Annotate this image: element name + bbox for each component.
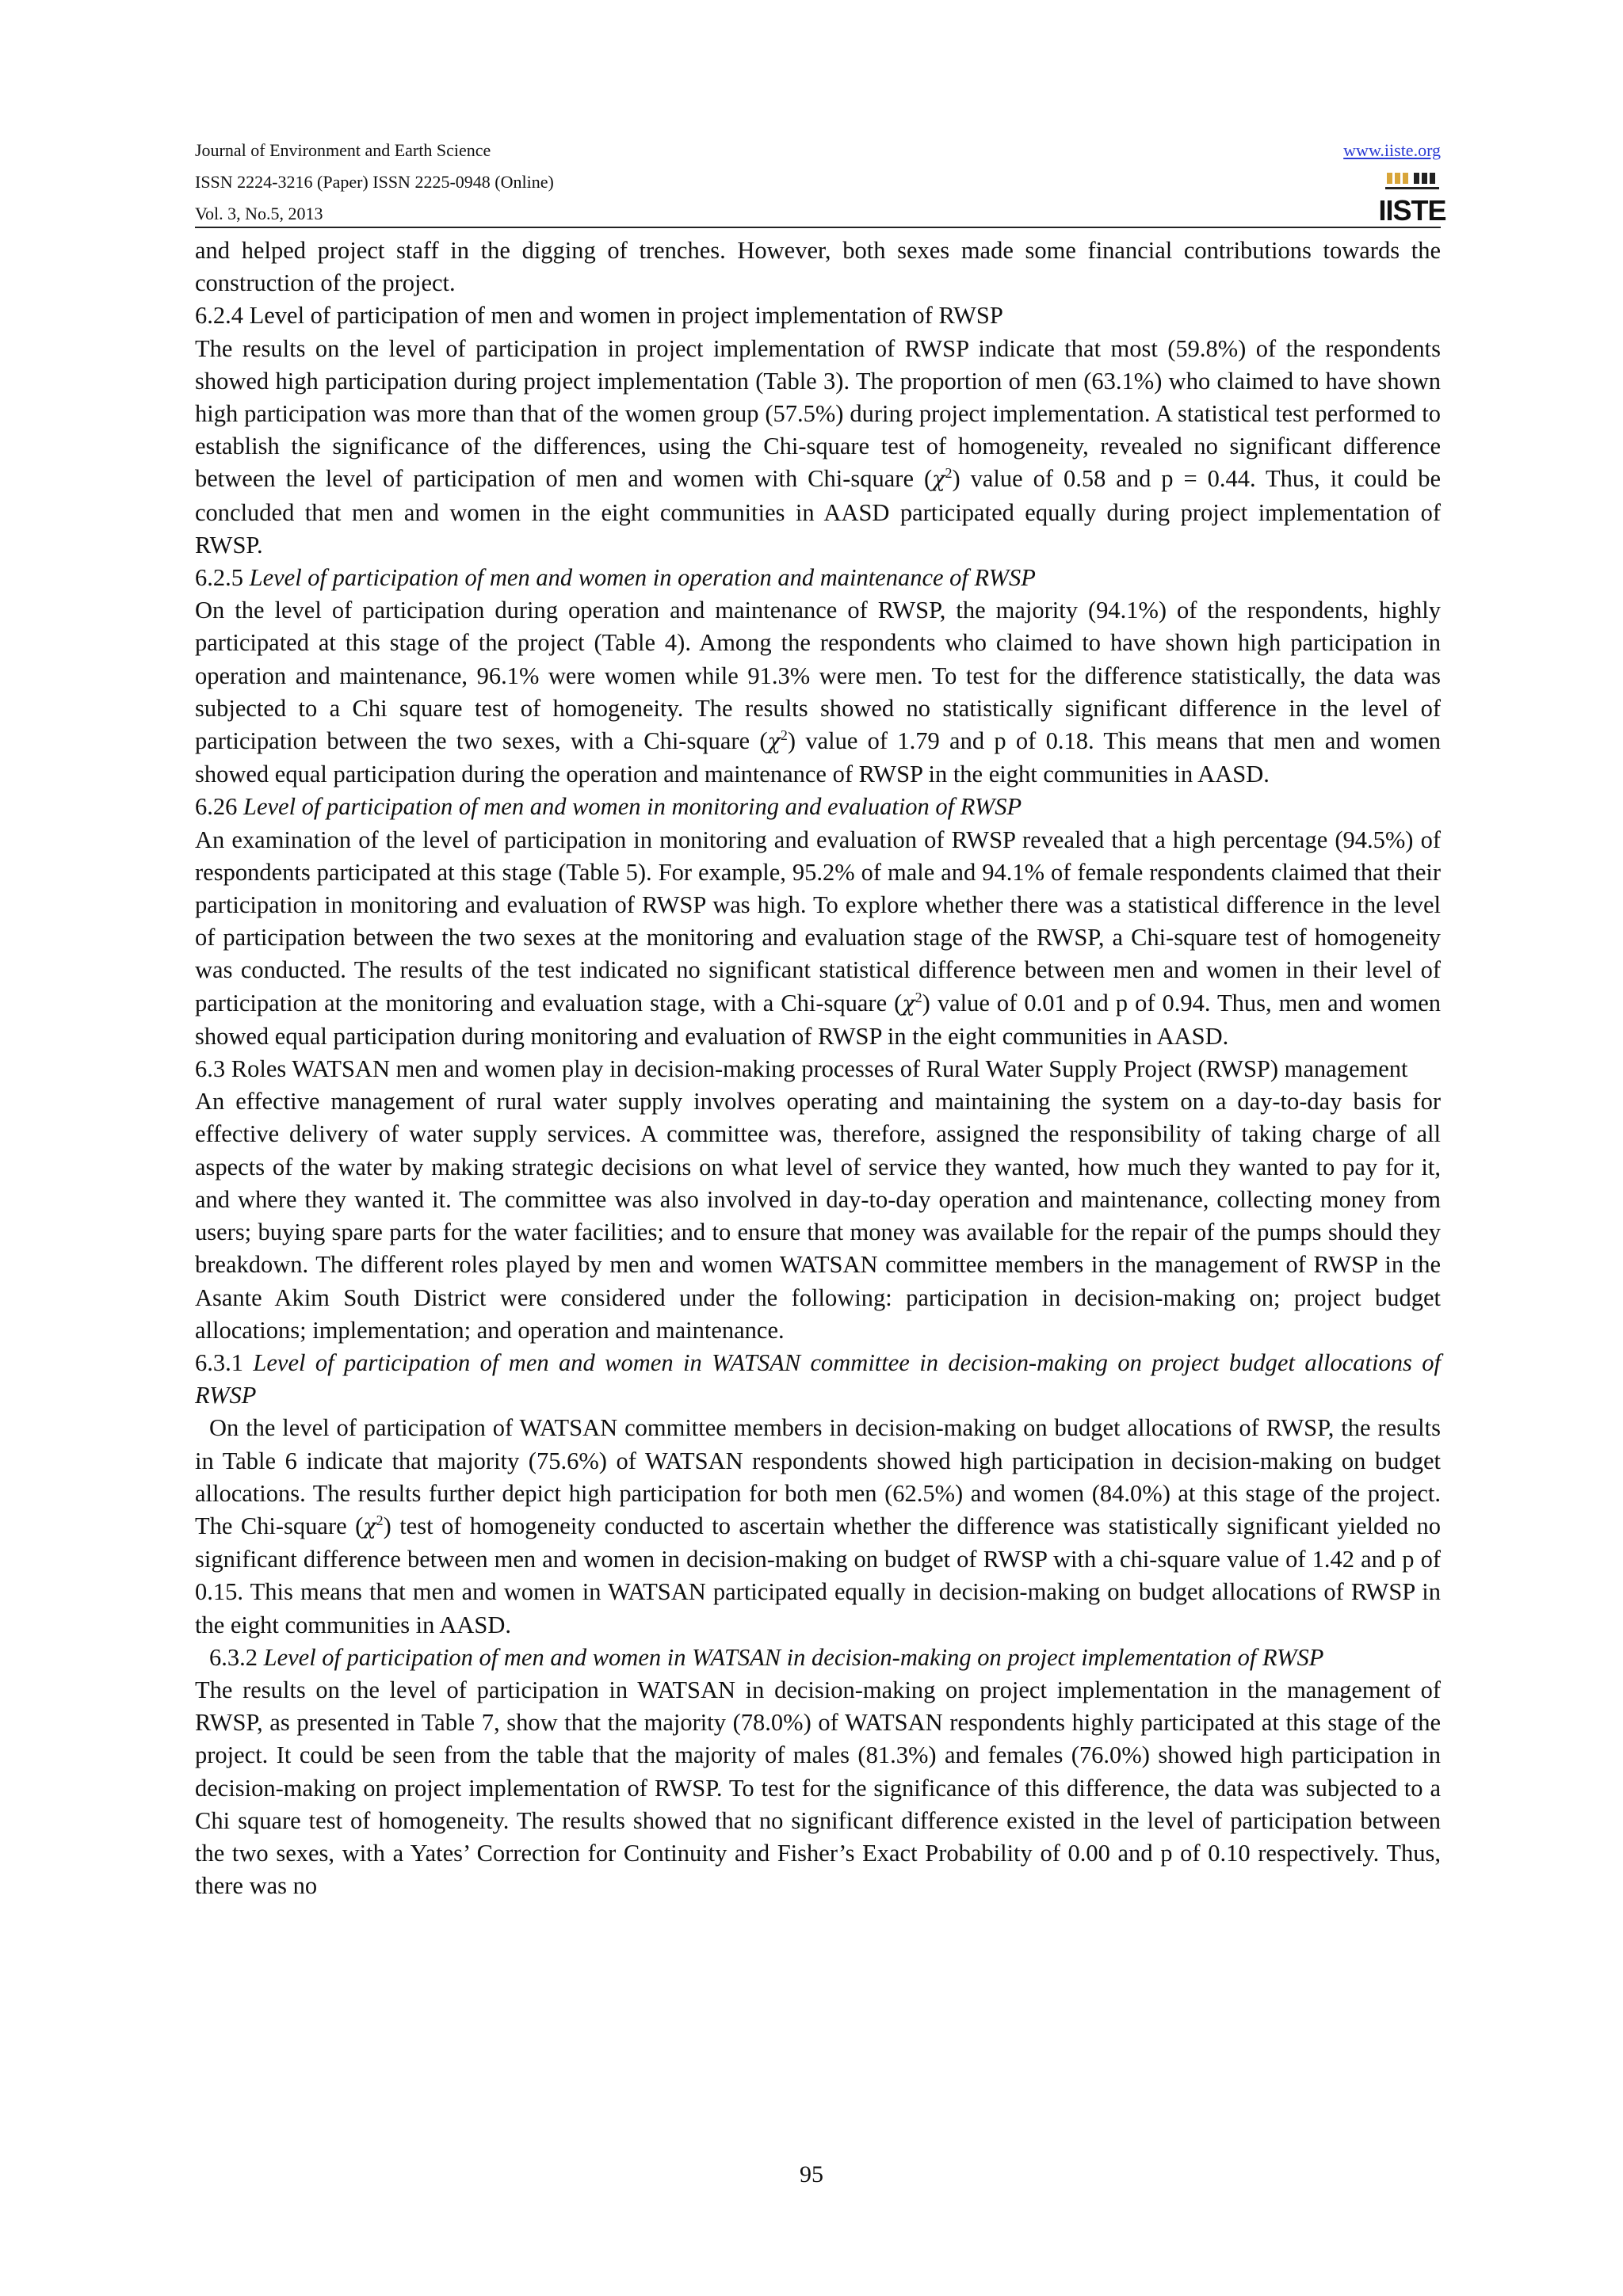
paragraph: The results on the level of participation in WATSAN in decision-making on project implementation in the management of RWSP, as presented in Table 7, show that the majority (78.0%) of WATSAN respondents highly participated at this stage of the project. It could be seen from the table that the majority of males (81.3%) and females (76.0%) showed high participation in decision-making on project implementation of RWSP. To test for the significance of this difference, the data was subjected to a Chi square test of homogeneity. The results showed that no significant difference existed in the level of participation between the two sexes, with a Yates’ Correction for Continuity and Fisher’s Exact Probability of 0.00 and p of 0.10 respectively. Thus, there was no (195, 1676, 1441, 1900)
chi-symbol: χ (767, 730, 781, 755)
section-heading-6-3-2: 6.3.2 Level of participation of men and women in WATSAN in decision-making on project implementation of RWSP (209, 1643, 1324, 1671)
paragraph: An effective management of rural water supply involves operating and maintaining the system on a day-to-day basis for effective delivery of water supply services. A committee was, therefore, assigned the responsibility of taking charge of all aspects of the water by making strategic decisions on what level of service they wanted, how much they wanted to pay for it, and where they wanted it. The committee was also involved in day-to-day operation and maintenance, collecting money from users; buying spare parts for the water facilities; and to ensure that money was available for the repair of the pumps should they breakdown. The different roles played by men and women WATSAN committee members in the management of RWSP in the Asante Akim South District were considered under the following: participation in decision-making on; project budget allocations; implementation; and operation and maintenance. (195, 1088, 1441, 1344)
paragraph: The results on the level of participation in project implementation of RWSP indicate that most (59.8%) of the respondents showed high participation during project implementation (Table 3). The proportion of men (63.1%) who claimed to have shown high participation was more than that of the women group (57.5%) during project implementation. A statistical test performed to establish the significance of the differences, using the Chi-square test of homogeneity, revealed no significant difference between the level of participation of men and women with Chi-square $(\chi^2)$ value of 0.58 and p = 0.44. Thus, it could be concluded that men and women in the eight communities in AASD participated equally during project implementation of RWSP. (195, 334, 1441, 559)
paragraph: An examination of the level of participation in monitoring and evaluation of RWSP revealed that a high percentage (94.5%) of respondents participated at this stage (Table 5). For example, 95.2% of male and 94.1% of female respondents claimed that their participation in monitoring and evaluation of RWSP was high. To explore whether there was a statistical difference in the level of participation between the two sexes at the monitoring and evaluation stage of the RWSP, a Chi-square test of homogeneity was conducted. The results of the test indicated no significant statistical difference between men and women in their level of participation at the monitoring and evaluation stage, with a Chi-square $(\chi^2)$ value of 0.01 and p of 0.94. Thus, men and women showed equal participation during monitoring and evaluation of RWSP in the eight communities in AASD. (195, 826, 1442, 1050)
chi-symbol: χ (363, 1514, 376, 1539)
section-heading-6-3: 6.3 Roles WATSAN men and women play in decision-making processes of Rural Water Supply Project (RWSP) management (195, 1055, 1408, 1083)
section-heading-6-2-6: 6.26 Level of participation of men and women in monitoring and evaluation of RWSP (195, 793, 1022, 821)
chi-symbol: χ (932, 467, 945, 493)
section-heading-6-2-4: 6.2.4 Level of participation of men and women in project implementation of RWSP (195, 302, 1003, 330)
iiste-logo (1378, 171, 1446, 227)
header-rule (195, 227, 1441, 228)
page-number: 95 (800, 2161, 823, 2187)
paragraph: and helped project staff in the digging of trenches. However, both sexes made some financial contributions towards the construction of the project. (195, 237, 1441, 297)
chi-symbol: χ (902, 991, 915, 1016)
journal-website-link[interactable]: www.iiste.org (1343, 140, 1441, 160)
paragraph: On the level of participation during operation and maintenance of RWSP, the majority (94.1%) of the respondents, highly participated at this stage of the project (Table 4). Among the respondents who claimed to have shown high participation in operation and maintenance, 96.1% were women while 91.3% were men. To test for the difference statistically, the data was subjected to a Chi square test of homogeneity. The results showed no statistically significant difference in the level of participation between the two sexes, with a Chi-square $(\chi^2)$ value of 1.79 and p of 0.18. This means that men and women showed equal participation during the operation and maintenance of RWSP in the eight communities in AASD. (195, 597, 1441, 788)
section-heading-6-3-1: 6.3.1 Level of participation of men and women in WATSAN committee in decision-making on project budget allocations of RWSP (195, 1348, 1441, 1409)
article-body (195, 235, 1441, 1902)
journal-issn: ISSN 2224-3216 (Paper) ISSN 2225-0948 (Online) (195, 172, 554, 192)
journal-volume: Vol. 3, No.5, 2013 (195, 204, 323, 223)
journal-name: Journal of Environment and Earth Science (195, 140, 491, 160)
paragraph: On the level of participation of WATSAN committee members in decision-making on budget allocations of RWSP, the results in Table 6 indicate that majority (75.6%) of WATSAN respondents showed high participation in decision-making on budget allocations. The results further depict high participation for both men (62.5%) and women (84.0%) at this stage of the project. The Chi-square $(\chi^2)$ test of homogeneity conducted to ascertain whether the difference was statistically significant yielded no significant difference between men and women in decision-making on budget of RWSP with a chi-square value of 1.42 and p of 0.15. This means that men and women in WATSAN participated equally in decision-making on budget allocations of RWSP in the eight communities in AASD. (195, 1414, 1441, 1638)
page-header (195, 135, 1446, 230)
section-heading-6-2-5: 6.2.5 Level of participation of men and women in operation and maintenance of RWSP (195, 564, 1036, 592)
logo-text: IISTE (1378, 194, 1446, 227)
